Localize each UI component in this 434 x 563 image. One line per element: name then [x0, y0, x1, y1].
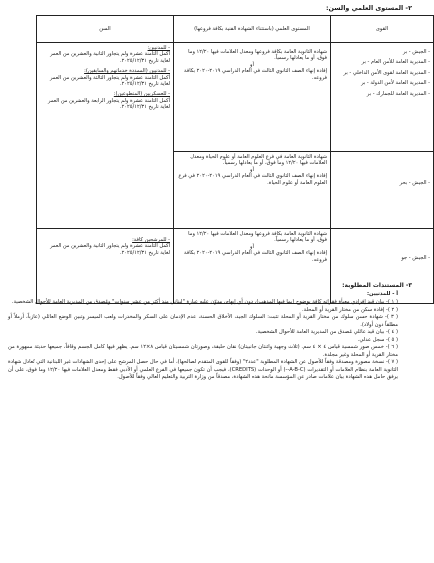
education-text: شهادة الثانوية العامة بكافة فروعها ومعدل العلامات فيها ١٢/٢٠ وما فوق، أو ما يعادلها رسمياً.: [188, 231, 327, 244]
document-item: ( ١ )- بيان قيد إفرادي معبأة فقراته كافة بوضوح (بما فيها المذهب)، دون أي إبهام، مدوّن عليه عبارة "لبناني منذ أكثر من عشر سنوات" ومُصدق من المديرية العامة للأحوال الشخصية.: [11, 299, 398, 305]
cell-forces: [331, 152, 434, 229]
document-item: ( ٤ )- بيان قيد عائلي مُصدق من المديرية العامة للأحوال الشخصية.: [255, 329, 398, 335]
education-text: شهادة الثانوية العامة بكافة فروعها ومعدل العلامات فيها ١٢/٢٠ وما فوق، أو ما يعادلها رسمياً.: [188, 49, 327, 62]
force-item: - المديرية العامة للجمارك - بر: [366, 90, 430, 97]
documents-section: [8, 282, 412, 382]
force-item: - المديرية العامة لقوى الأمن الداخلي - بر: [343, 69, 430, 76]
age-text: أكمل الثامنة عشرة ولم يتجاوز الثانية والعشرين من العمر لغاية تاريخ ٢٠٢٥/١٢/٣١.: [50, 243, 170, 256]
documents-subtitle: أ - للمدنيين:: [366, 290, 398, 297]
force-item: - الجيش - بر: [402, 49, 430, 55]
or-text: أو: [250, 166, 254, 173]
cell-education: [174, 43, 331, 152]
age-text: أكمل الثامنة عشرة ولم يتجاوز الثانية والعشرين من العمر لغاية تاريخ ٢٠٢٥/١٢/٣١.: [50, 51, 170, 64]
cell-age: [37, 43, 174, 229]
education-text: إفادة إنهاء الصف الثانوي الثالث في العام الدراسي ٢٠١٩-٢٠٢٠ بكافة فروعه.: [184, 250, 327, 263]
force-item: - الجيش - جو: [401, 255, 430, 261]
force-item: - المديرية العامة للأمن العام - بر: [361, 59, 430, 66]
education-text: إفادة إنهاء الصف الثانوي الثالث في العام الدراسي ٢٠١٩-٢٠٢٠ بكافة فروعه.: [184, 68, 327, 81]
section-title: ٢- المستوى العلمي والسن:: [325, 4, 412, 12]
document-item: ( ٦ )- خمس صور شمسية قياس ٤ × ٤ سم. (ثلاث وجهية واثنتان جانبيتان) نقان حليقة، وصورتان شمسيتان قياس ٨×١٢ سم. يظهر فيها كامل الجسم وقافاً، جميعها حديثة ممهورة من مختار القرية أو المحلة وغير مجلدة.: [8, 344, 398, 358]
force-item: - المديرية العامة لأمن الدولة - بر: [361, 80, 430, 87]
force-item: - الجيش - بحر: [399, 180, 430, 186]
table-header-row: [37, 16, 434, 43]
header-forces: القوى: [331, 16, 434, 43]
age-heading: - للعسكريين (المتطوعين):: [113, 91, 170, 98]
document-item: ( ٢ )- إفادة سكن من مختار القرية أو المحلة.: [302, 306, 398, 313]
age-heading: - للمرشحين كافة:: [132, 237, 170, 243]
document-item: ( ٧ )- نسخة مصورة ومصدقة وفقاً للأصول عن الشهادة المطلوبة "عدد٢" (وفقاً للقوى المتقدم لصالحها)، أما في حال حصل المرشح على إحدى الشهادات غير اللبنانية التي تُعادل شهادة الثانوية العامة بنظام العلامات أو التقديرات (A-B-C--) أو الوحدات (CREDITS)، فيجب أن تكون جميعها في الفرع العلمي أو الأدبي فقط ومعدل العلامات فيها ١٢/٢٠ وما فوق، على أن يرفق حامل هذه الشهادة بيان علامات صادر عن المؤسسة مانحة هذه الشهادة، مصدقاً من وزارة التربية والتعليم العالي وفقاً للأصول.: [8, 359, 398, 380]
requirements-table: [36, 15, 434, 304]
or-text: أو: [250, 243, 254, 250]
table-row: [37, 43, 434, 152]
age-text: أكمل الثامنة عشرة ولم يتجاوز الثالثة والعشرين من العمر لغاية تاريخ ٢٠٢٥/١٢/٣١.: [49, 74, 170, 88]
document-item: ( ٣ )- شهادة حسن سلوك من مختار القرية أو المحلة تثبت: السلوك الجيد، الأخلاق الحسنة، عدم الإدمان على السكر والمخدرات ولعب الميسر وتبين الوضع العائلي (عازباً، أرملاً أو مطلقاً دون أولاد).: [8, 314, 398, 328]
age-heading: - للمدنيين:: [147, 45, 170, 51]
age-text: أكمل الثامنة عشرة ولم يتجاوز الرابعة والعشرين من العمر لغاية تاريخ ٢٠٢٥/١٢/٣١.: [48, 97, 170, 111]
cell-forces: [331, 43, 434, 152]
age-heading: - للمدنيين (الممددة خدماتهم والسابقين):: [84, 68, 170, 75]
education-text: شهادة الثانوية العامة في فرع العلوم العامة أو علوم الحياة ومعدل العلامات فيها ١٢/٢٠ وما فوق، أو ما يعادلها رسمياً.: [190, 154, 327, 167]
header-age: السن: [37, 16, 174, 43]
document-item: ( ٥ )- سجل عدلي.: [357, 336, 398, 343]
education-text: إفادة إنهاء الصف الثانوي الثالث في العام الدراسي ٢٠١٩-٢٠٢٠ في فرع العلوم العامة أو علوم الحياة.: [178, 173, 327, 186]
cell-education: [174, 152, 331, 229]
or-text: أو: [250, 61, 254, 68]
header-education: المستوى العلمي (باستثناء الشهادة الفنية بكافة فروعها): [174, 16, 331, 43]
documents-title: ٣- المستندات المطلوبة:: [342, 282, 412, 289]
